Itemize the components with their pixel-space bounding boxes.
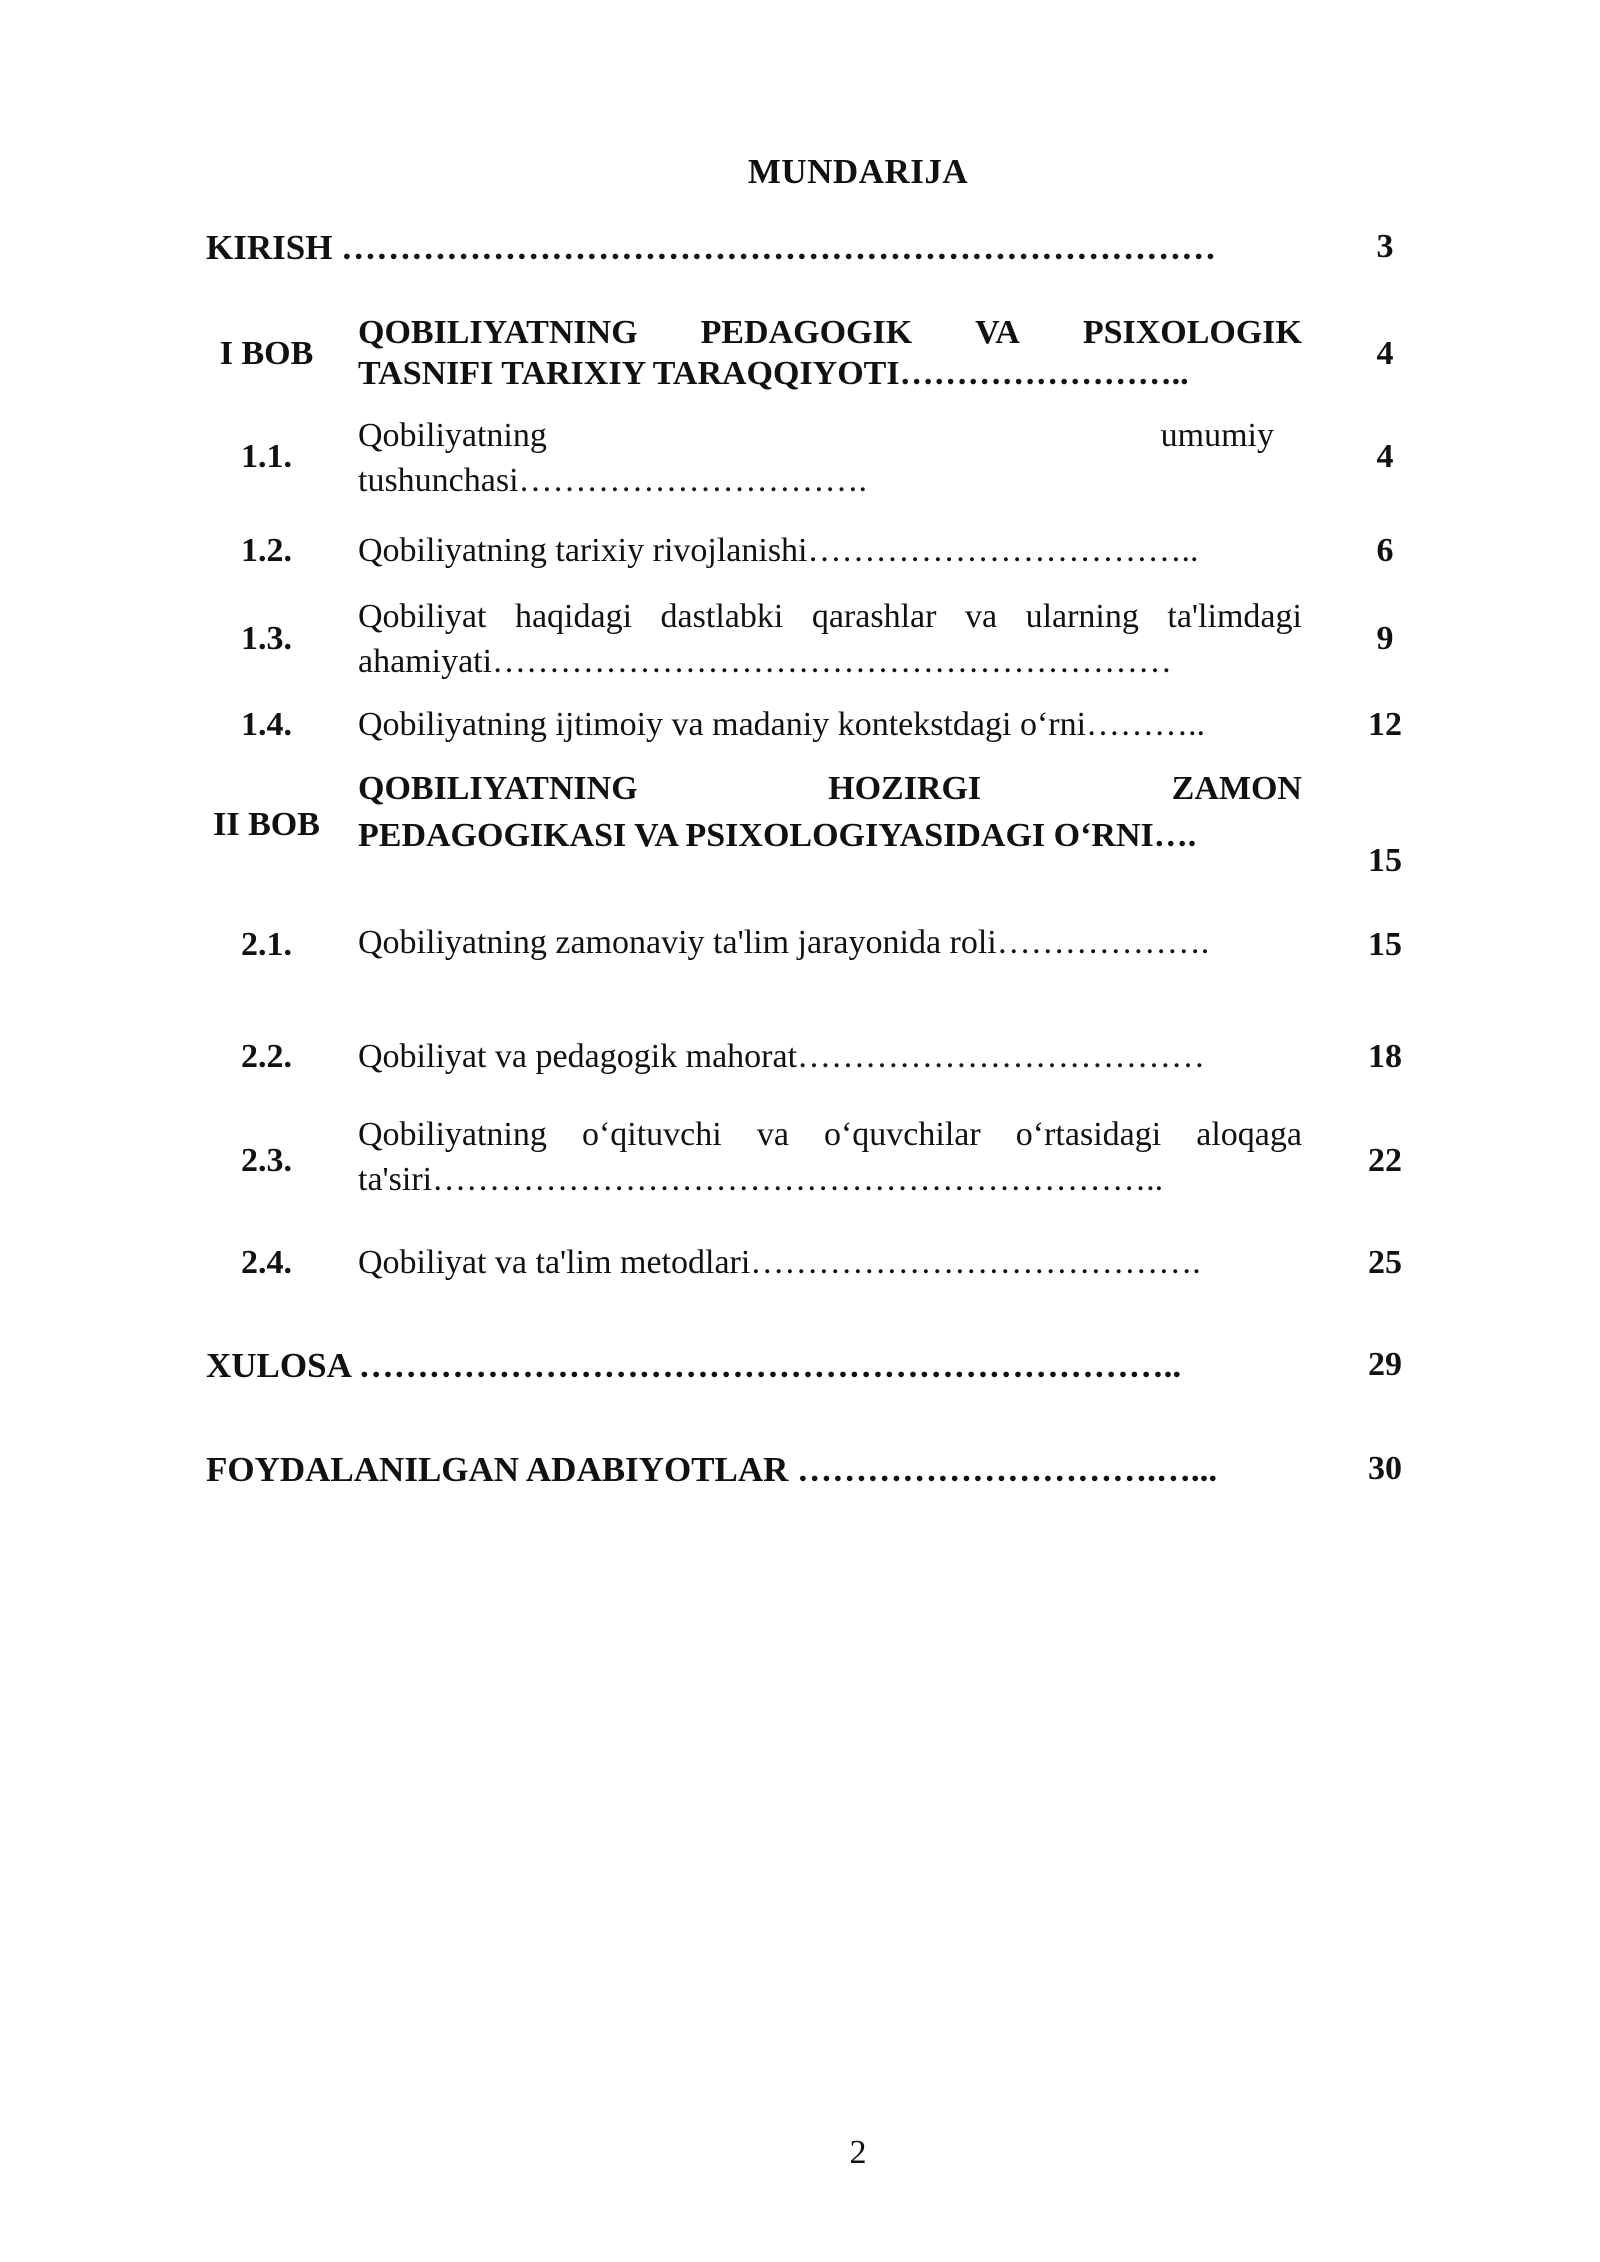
section-2-3-page: 22 (1368, 1142, 1402, 1179)
section-2-3-word: o‘quvchilar (823, 1116, 981, 1153)
toc-intro-page: 3 (1376, 228, 1394, 265)
chapter2-title-word: QOBILIYATNING (358, 770, 638, 807)
section-2-3-line1 (358, 1112, 1302, 1157)
chapter1-title-line1 (358, 310, 1302, 355)
section-1-1-line1 (358, 413, 1274, 458)
section-1-2-number: 1.2. (241, 532, 292, 569)
section-1-3-text (358, 594, 1302, 684)
section-1-3-word: Qobiliyat (358, 598, 487, 635)
chapter1-title-word: PEDAGOGIK (700, 314, 913, 351)
section-1-1-line2: tushunchasi…………………………. (358, 462, 868, 499)
section-1-2-page: 6 (1376, 532, 1394, 569)
section-2-3-word: aloqaga (1196, 1116, 1302, 1153)
section-1-3-page: 9 (1376, 620, 1394, 657)
section-1-1-word: umumiy (1160, 417, 1274, 454)
chapter1-title-line2: TASNIFI TARIXIY TARAQQIYOTI…………………….. (358, 355, 1189, 392)
chapter2-page: 15 (1368, 842, 1402, 879)
section-2-1-page: 15 (1368, 926, 1402, 963)
chapter1-page: 4 (1376, 335, 1394, 372)
chapter2-title (358, 766, 1302, 858)
section-2-1-number: 2.1. (241, 926, 292, 963)
toc-references-page: 30 (1368, 1450, 1402, 1487)
chapter2-title-line2: PEDAGOGIKASI VA PSIXOLOGIYASIDAGI O‘RNI…. (358, 817, 1197, 854)
section-1-3-number: 1.3. (241, 620, 292, 657)
toc-intro-label: KIRISH ………………………………………………………………… (206, 228, 1217, 267)
page-number: 2 (849, 2134, 867, 2171)
section-2-3-number: 2.3. (241, 1142, 292, 1179)
toc-conclusion-label: XULOSA …………………………………………………………….. (206, 1346, 1182, 1385)
section-1-1-text (358, 413, 1274, 503)
section-1-3-word: haqidagi (514, 598, 633, 635)
section-1-3-line1 (358, 594, 1302, 639)
section-1-3-word: dastlabki (660, 598, 784, 635)
chapter2-number: II BOB (213, 806, 320, 843)
section-1-1-number: 1.1. (241, 438, 292, 475)
section-2-2-page: 18 (1368, 1038, 1402, 1075)
chapter2-title-word: HOZIRGI (828, 770, 982, 807)
section-1-3-line2: ahamiyati…………………………………………………… (358, 643, 1173, 680)
section-1-1-word: Qobiliyatning (358, 417, 547, 454)
section-1-4-text: Qobiliyatning ijtimoiy va madaniy kontekstdagi o‘rni……….. (358, 706, 1206, 743)
chapter2-title-word: ZAMON (1171, 770, 1302, 807)
section-1-2-text: Qobiliyatning tarixiy rivojlanishi…………………………….. (358, 532, 1199, 569)
section-2-3-word: va (756, 1116, 789, 1153)
section-2-1-text: Qobiliyatning zamonaviy ta'lim jarayonida roli………………. (358, 924, 1210, 961)
toc-title: MUNDARIJA (747, 152, 969, 191)
section-2-3-word: o‘rtasidagi (1015, 1116, 1162, 1153)
section-1-3-word: qarashlar (811, 598, 937, 635)
section-2-4-text: Qobiliyat va ta'lim metodlari…………………………………. (358, 1244, 1201, 1281)
chapter1-title-word: VA (975, 314, 1020, 351)
toc-references-label: FOYDALANILGAN ADABIYOTLAR ………………………….…... (206, 1450, 1218, 1489)
chapter2-title-line1 (358, 766, 1302, 811)
section-2-3-word: o‘qituvchi (581, 1116, 722, 1153)
chapter1-title-word: PSIXOLOGIK (1082, 314, 1302, 351)
section-2-3-word: Qobiliyatning (358, 1116, 547, 1153)
chapter1-title-word: QOBILIYATNING (358, 314, 638, 351)
section-2-3-line2: ta'siri……………………………………………………….. (358, 1161, 1164, 1198)
section-1-4-number: 1.4. (241, 706, 292, 743)
chapter1-title (358, 310, 1302, 396)
section-2-4-page: 25 (1368, 1244, 1402, 1281)
toc-conclusion-page: 29 (1368, 1346, 1402, 1383)
section-1-1-page: 4 (1376, 438, 1394, 475)
section-2-2-number: 2.2. (241, 1038, 292, 1075)
section-2-3-text (358, 1112, 1302, 1202)
chapter1-number: I BOB (219, 335, 314, 372)
section-1-3-word: ularning (1025, 598, 1139, 635)
section-2-2-text: Qobiliyat va pedagogik mahorat……………………………… (358, 1038, 1206, 1075)
section-1-3-word: va (964, 598, 998, 635)
section-2-4-number: 2.4. (241, 1244, 292, 1281)
section-1-3-word: ta'limdagi (1167, 598, 1302, 635)
section-1-4-page: 12 (1368, 706, 1402, 743)
